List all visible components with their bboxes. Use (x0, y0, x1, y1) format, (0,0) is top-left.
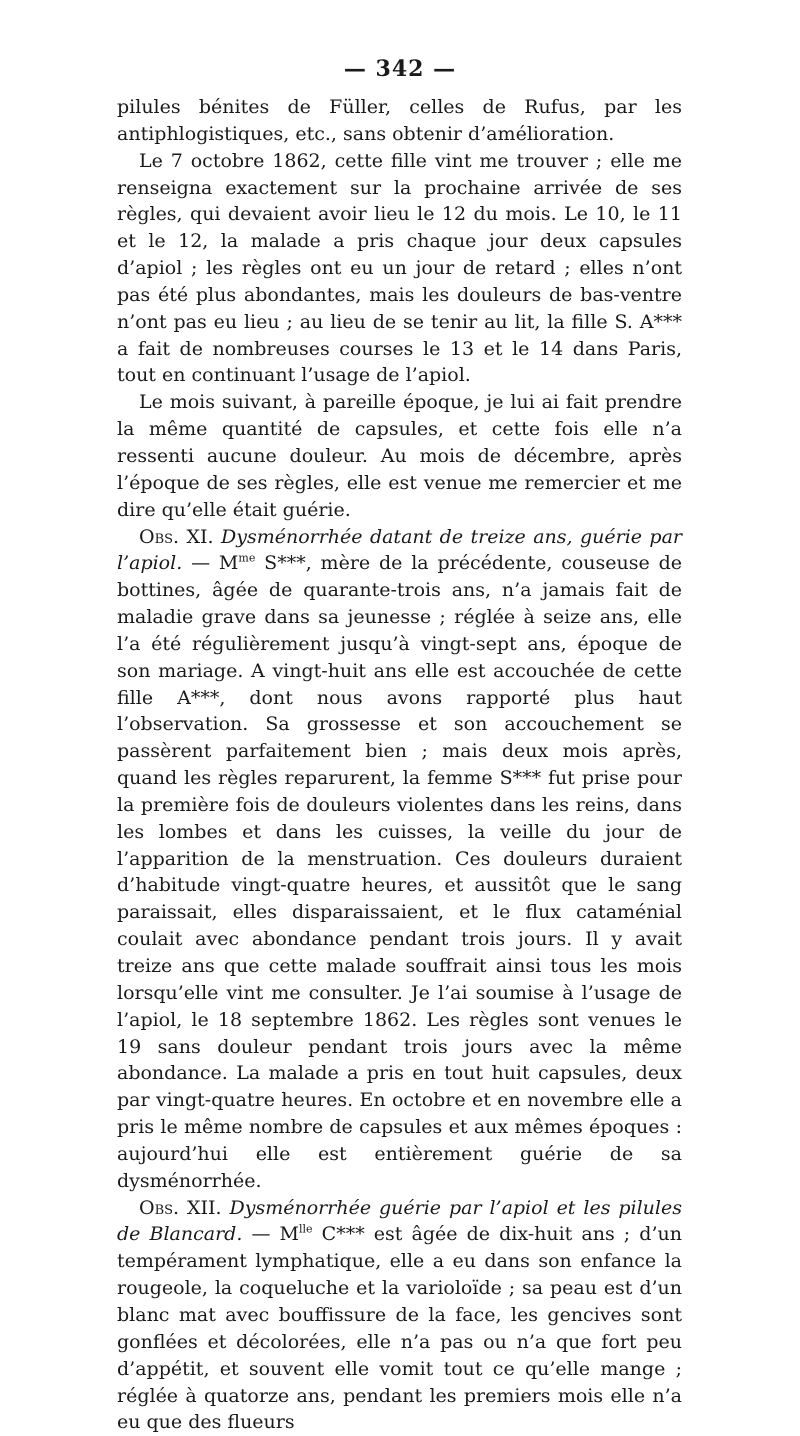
page-number: — 342 — (343, 56, 457, 82)
observation-12-dash: — M (242, 1223, 300, 1246)
observation-12 (117, 1195, 682, 1436)
observation-12-title: Dysménorrhée guérie par l’apiol et les pilules de Blancard. (117, 1196, 682, 1246)
observation-11 (117, 524, 682, 1195)
observation-11-dash: — M (191, 552, 239, 575)
observation-11-body: S***, mère de la précédente, couseuse de bottines, âgée de quarante-trois ans, n’a jamais fait de maladie grave dans sa jeunesse ; réglée à seize ans, elle l’a été régulièrement jusqu’à vingt-sept ans, époque de son mariage. A vingt-huit ans elle est accouchée de cette fille A***, dont nous avons rapporté plus haut l’observation. Sa grossesse et son accouchement se passèrent parfaitement bien ; mais deux mois après, quand les règles reparurent, la femme S*** fut prise pour la première fois de douleurs violentes dans les reins, dans les lombes et dans les cuisses, la veille du jour de l’apparition de la menstruation. Ces douleurs duraient d’habitude vingt-quatre heures, et aussitôt que le sang paraissait, elles disparaissaient, et le flux cataménial coulait avec abondance pendant trois jours. Il y avait treize ans que cette malade souffrait ainsi tous les mois lorsqu’elle vint me consulter. Je l’ai soumise à l’usage de l’apiol, le 18 septembre 1862. Les règles sont venues le 19 sans douleur pendant trois jours avec la même abondance. La malade a pris en tout huit capsules, deux par vingt-quatre heures. En octobre et en novembre elle a pris le même nombre de capsules et aux mêmes époques : aujourd’hui elle est entièrement guérie de sa dysménorrhée. (117, 552, 683, 1192)
observation-12-body: C*** est âgée de dix-huit ans ; d’un tempérament lymphatique, elle a eu dans son enfance la rougeole, la coqueluche et la varioloïde ; sa peau est d’un blanc mat avec bouffissure de la face, les gencives sont gonflées et décolorées, elle n’a pas ou n’a que fort peu d’appétit, et souvent elle vomit tout ce qu’elle mange ; réglée à quatorze ans, pendant les premiers mois elle n’a eu que des flueurs (117, 1223, 682, 1434)
observation-12-label: Obs. XII. (139, 1196, 222, 1219)
paragraph-october: Le 7 octobre 1862, cette fille vint me trouver ; elle me renseigna exactement sur la prochaine arrivée de ses règles, qui devaient avoir lieu le 12 du mois. Le 10, le 11 et le 12, la malade a pris chaque jour deux capsules d’apiol ; les règles ont eu un jour de retard ; elles n’ont pas été plus abondantes, mais les douleurs de bas-ventre n’ont pas eu lieu ; au lieu de se tenir au lit, la fille S. A*** a fait de nombreuses courses le 13 et le 14 dans Paris, tout en continuant l’usage de l’apiol. (117, 149, 682, 387)
observation-11-title: Dysménorrhée datant de treize ans, guérie par l’apiol. (117, 525, 683, 575)
observation-11-label: Obs. XI. (139, 525, 214, 548)
observation-11-sup: me (238, 552, 256, 566)
body-text (117, 94, 682, 1436)
paragraph-continuation: pilules bénites de Füller, celles de Rufus, par les antiphlogistiques, etc., sans obtenir d’amélioration. (117, 96, 682, 145)
observation-12-sup: lle (299, 1223, 313, 1237)
paragraph-following-month: Le mois suivant, à pareille époque, je lui ai fait prendre la même quantité de capsules, et cette fois elle n’a ressenti aucune douleur. Au mois de décembre, après l’époque de ses règles, elle est venue me remercier et me dire qu’elle était guérie. (117, 391, 682, 521)
